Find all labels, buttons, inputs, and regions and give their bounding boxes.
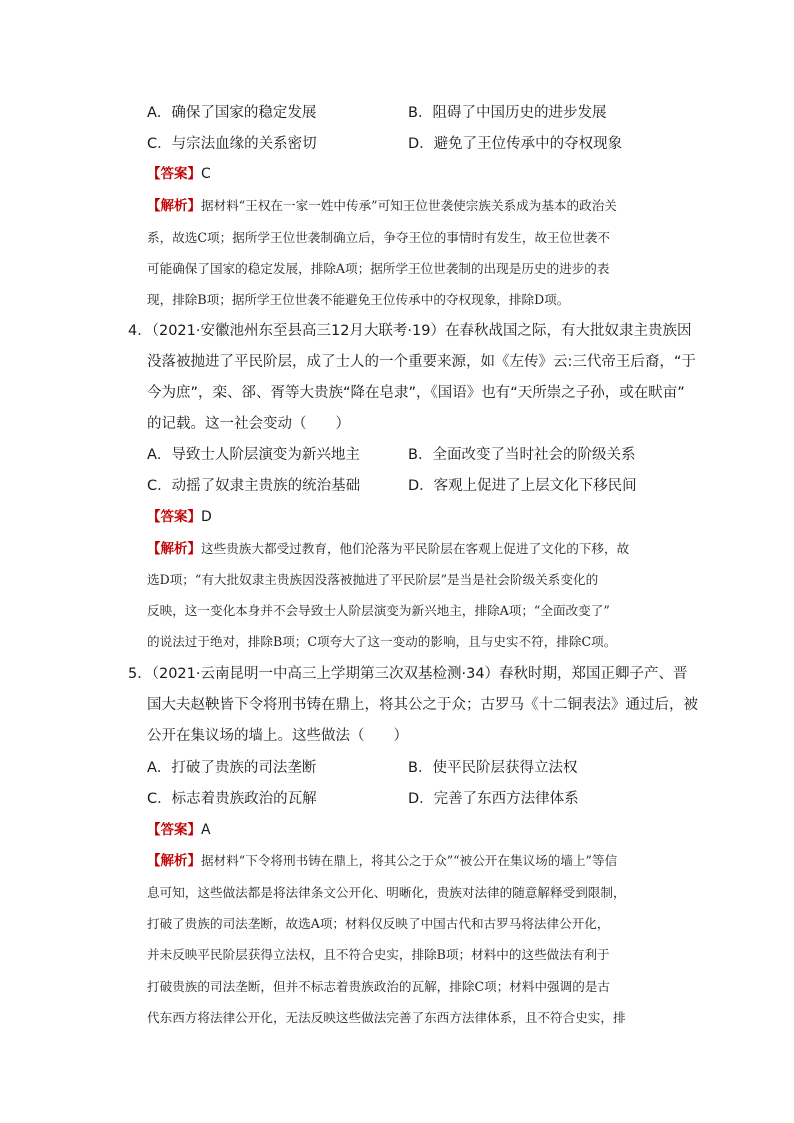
q5-analysis-text: 据材料“下令将刑书铸在鼎上，将其公之于众”“被公开在集议场的墙上”等信	[201, 853, 618, 868]
q5-answer-row	[147, 820, 211, 840]
q5-analysis-line-2: 息可知，这些做法都是将法律条文公开化、明晰化，贵族对法律的随意解释受到限制，	[147, 885, 626, 900]
q4-stem-line-3: 今为庶”，栾、郤、胥等大贵族“降在皂隶”，《国语》也有“天所崇之子孙，或在畎亩”	[147, 385, 685, 401]
q3-option-b: B．阻碍了中国历史的进步发展	[408, 105, 607, 121]
q3-option-c: C．与宗法血缘的关系密切	[147, 136, 317, 152]
q5-analysis-line-4: 并未反映平民阶层获得立法权，且不符合史实，排除B项；材料中的这些做法有利于	[147, 947, 610, 962]
q5-option-a: A．打破了贵族的司法垄断	[147, 760, 317, 776]
q3-analysis-label: 【解析】	[147, 198, 201, 214]
q4-option-c: C．动摇了奴隶主贵族的统治基础	[147, 478, 361, 494]
q5-analysis-line-3: 打破了贵族的司法垄断，故选A项；材料仅反映了中国古代和古罗马将法律公开化，	[147, 916, 610, 931]
q4-stem-line-2: 没落被抛进了平民阶层，成了士人的一个重要来源，如《左传》云:三代帝王后裔，“于	[147, 354, 696, 370]
q5-analysis-line-1	[147, 851, 617, 871]
q3-analysis-line-3: 可能确保了国家的稳定发展，排除A项；据所学王位世袭制的出现是历史的进步的表	[147, 261, 610, 276]
q4-option-d: D．客观上促进了上层文化下移民间	[408, 478, 637, 494]
q4-stem-line-1: 4．（2021·安徽池州东至县高三12月大联考·19）在春秋战国之际，有大批奴隶主贵族因	[128, 323, 692, 339]
q3-analysis-line-4: 现，排除B项；据所学王位世袭不能避免王位传承中的夺权现象，排除D项。	[147, 292, 570, 307]
q4-stem-line-4: 的记载。这一社会变动（ ）	[147, 416, 350, 432]
q4-option-a: A．导致士人阶层演变为新兴地主	[147, 447, 360, 463]
q5-answer-value: A	[201, 822, 211, 838]
q4-answer-row	[147, 507, 212, 527]
q4-analysis-line-3: 反映，这一变化本身并不会导致士人阶层演变为新兴地主，排除A项；“全面改变了”	[147, 603, 610, 618]
q5-answer-label: 【答案】	[147, 822, 201, 838]
q5-option-b: B．使平民阶层获得立法权	[408, 760, 578, 776]
q4-analysis-label: 【解析】	[147, 541, 201, 557]
q3-analysis-line-1	[147, 196, 617, 216]
q3-analysis-line-2: 系，故选C项；据所学王位世袭制确立后，争夺王位的事情时有发生，故王位世袭不	[147, 230, 611, 245]
q5-stem-line-1: 5．（2021·云南昆明一中高三上学期第三次双基检测·34）春秋时期，郑国正卿子产、晋	[128, 666, 688, 682]
q5-analysis-line-6: 代东西方将法律公开化，无法反映这些做法完善了东西方法律体系，且不符合史实，排	[147, 1010, 626, 1025]
q3-answer-value: C	[201, 166, 211, 182]
q4-analysis-text: 这些贵族大都受过教育，他们沦落为平民阶层在客观上促进了文化的下移，故	[201, 541, 630, 556]
q5-analysis-label: 【解析】	[147, 853, 201, 869]
q3-answer-row	[147, 164, 211, 184]
q4-analysis-line-2: 选D项；“有大批奴隶主贵族因没落被抛进了平民阶层”是当是社会阶级关系变化的	[147, 572, 599, 587]
q4-answer-value: D	[201, 509, 212, 525]
q4-analysis-line-4: 的说法过于绝对，排除B项；C项夸大了这一变动的影响，且与史实不符，排除C项。	[147, 634, 617, 649]
q3-analysis-text: 据材料“王权在一家一姓中传承”可知王位世袭使宗族关系成为基本的政治关	[201, 198, 617, 213]
q4-analysis-line-1	[147, 539, 629, 559]
q5-option-d: D．完善了东西方法律体系	[408, 791, 579, 807]
q3-option-d: D．避免了王位传承中的夺权现象	[408, 136, 623, 152]
q3-answer-label: 【答案】	[147, 166, 201, 182]
q5-analysis-line-5: 打破贵族的司法垄断，但并不标志着贵族政治的瓦解，排除C项；材料中强调的是古	[147, 979, 611, 994]
q4-option-b: B．全面改变了当时社会的阶级关系	[408, 447, 636, 463]
q5-option-c: C．标志着贵族政治的瓦解	[147, 791, 317, 807]
q3-option-a: A．确保了国家的稳定发展	[147, 105, 317, 121]
q5-stem-line-2: 国大夫赵鞅皆下令将刑书铸在鼎上，将其公之于众；古罗马《十二铜表法》通过后，被	[147, 697, 698, 713]
q4-answer-label: 【答案】	[147, 509, 201, 525]
q5-stem-line-3: 公开在集议场的墙上。这些做法（ ）	[147, 728, 408, 744]
